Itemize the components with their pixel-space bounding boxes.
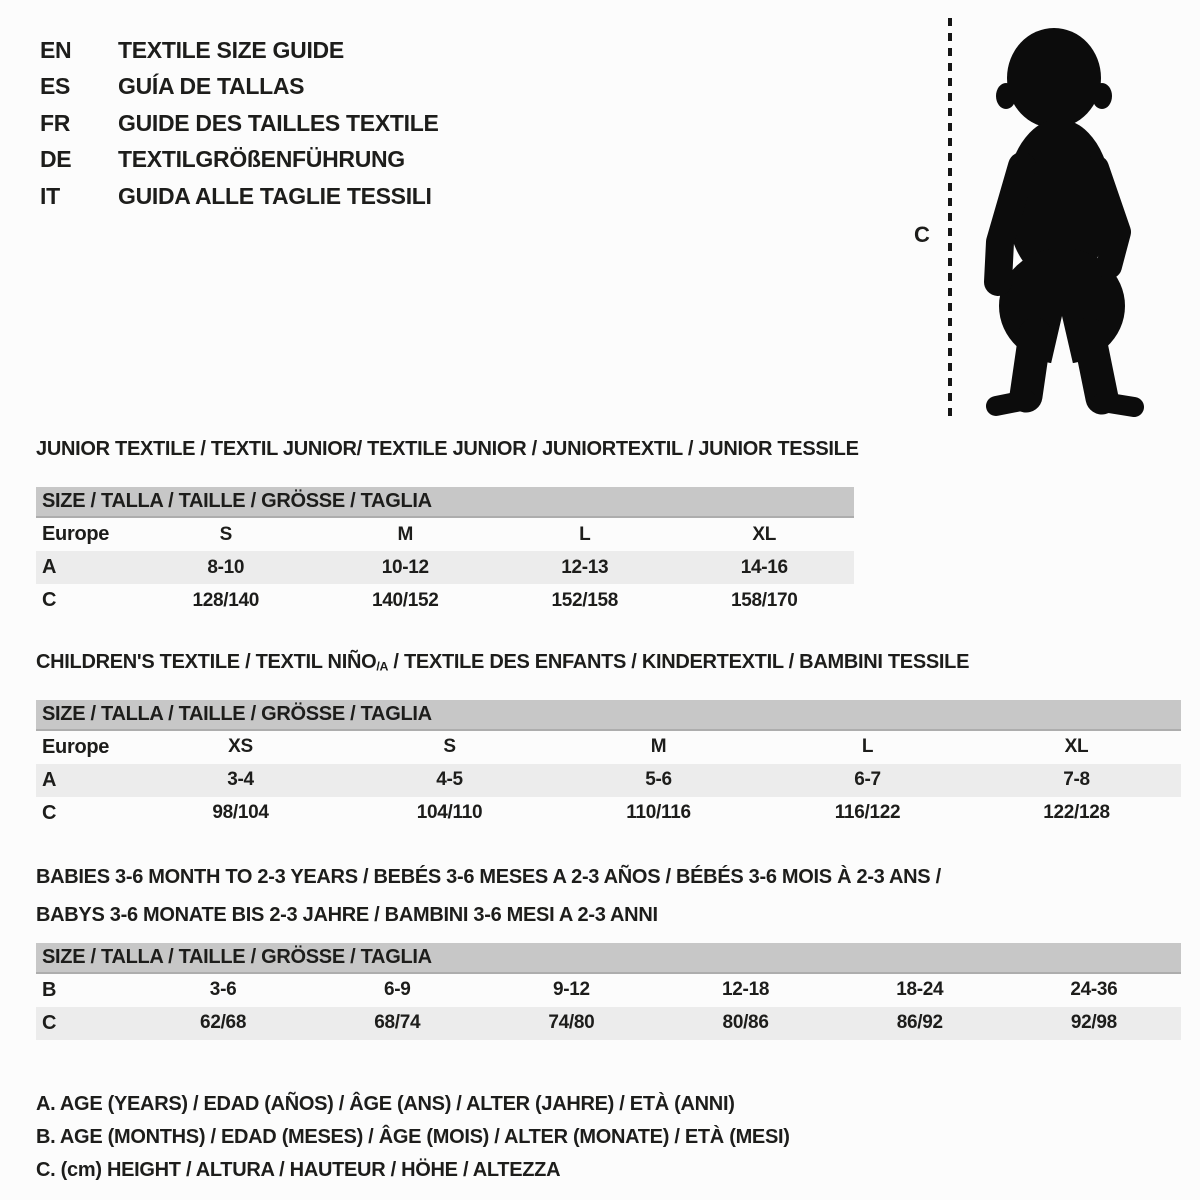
guide-title: GUIDA ALLE TAGLIE TESSILI [118, 182, 432, 209]
size-header-bar: SIZE / TALLA / TAILLE / GRÖSSE / TAGLIA [36, 943, 1181, 974]
guide-title: GUÍA DE TALLAS [118, 73, 305, 100]
age-cell: 12-13 [561, 556, 609, 578]
table-row-height [36, 584, 854, 617]
guide-title: TEXTILE SIZE GUIDE [118, 36, 344, 63]
months-cell: 6-9 [383, 979, 411, 1001]
measure-legend [36, 1088, 1200, 1187]
guide-title: TEXTILGRÖßENFÜHRUNG [118, 146, 405, 173]
table-row-europe [36, 731, 1181, 764]
row-label: B [42, 978, 57, 1001]
table-row-height [36, 1007, 1181, 1040]
months-cell: 18-24 [896, 979, 944, 1001]
title-line-1 [36, 861, 1200, 899]
size-cell: L [861, 736, 874, 758]
months-cell: 24-36 [1070, 979, 1118, 1001]
age-cell: 7-8 [1063, 769, 1090, 791]
height-cell: 158/170 [730, 589, 798, 611]
height-cell: 92/98 [1070, 1012, 1117, 1034]
language-code: IT [40, 182, 60, 209]
childrens-textile-section [36, 650, 1200, 830]
title-text: JUNIOR TEXTILE / TEXTIL JUNIOR/ TEXTILE JUNIOR / JUNIORTEXTIL / JUNIOR TESSILE [36, 437, 859, 460]
age-cell: 14-16 [740, 556, 788, 578]
height-cell: 68/74 [374, 1012, 421, 1034]
height-cell: 122/128 [1043, 802, 1110, 824]
title-subscript: /A [376, 659, 389, 674]
row-label: A [42, 556, 57, 579]
table-row-height [36, 797, 1181, 830]
size-cell: M [650, 736, 667, 758]
size-cell: S [219, 523, 232, 545]
language-code: EN [40, 36, 72, 63]
months-cell: 3-6 [209, 979, 237, 1001]
height-cell: 62/68 [200, 1012, 247, 1034]
age-cell: 8-10 [207, 556, 245, 578]
size-cell: XL [1064, 736, 1089, 758]
age-cell: 3-4 [227, 769, 254, 791]
legend-line-a: A. AGE (YEARS) / EDAD (AÑOS) / ÂGE (ANS) / ALTER (JAHRE) / ETÀ (ANNI) [36, 1092, 735, 1115]
size-cell: M [397, 523, 414, 545]
table-row-europe [36, 518, 854, 551]
height-cell: 86/92 [896, 1012, 943, 1034]
guide-title: GUIDE DES TAILLES TEXTILE [118, 109, 439, 136]
title-text: / TEXTILE DES ENFANTS / KINDERTEXTIL / BAMBINI TESSILE [388, 651, 970, 674]
size-cell: S [443, 736, 456, 758]
height-cell: 128/140 [192, 589, 260, 611]
size-header-bar: SIZE / TALLA / TAILLE / GRÖSSE / TAGLIA [36, 487, 854, 518]
height-cell: 104/110 [416, 802, 483, 824]
table-row-months [36, 974, 1181, 1007]
size-header-bar: SIZE / TALLA / TAILLE / GRÖSSE / TAGLIA [36, 700, 1181, 731]
age-cell: 4-5 [436, 769, 463, 791]
row-label: Europe [42, 735, 110, 758]
table-row-age [36, 764, 1181, 797]
dashed-measure-line [948, 18, 952, 418]
age-cell: 10-12 [381, 556, 429, 578]
legend-line-b: B. AGE (MONTHS) / EDAD (MESES) / ÂGE (MOIS) / ALTER (MONATE) / ETÀ (MESI) [36, 1125, 790, 1148]
size-cell: XL [752, 523, 777, 545]
height-cell: 80/86 [722, 1012, 769, 1034]
babies-size-table [36, 943, 1181, 1040]
legend-line-c: C. (cm) HEIGHT / ALTURA / HAUTEUR / HÖHE / ALTEZZA [36, 1158, 561, 1181]
section-title-junior [36, 437, 1200, 466]
height-measure-figure [900, 16, 1165, 426]
junior-textile-section [36, 437, 1200, 618]
language-code: DE [40, 146, 72, 173]
months-cell: 12-18 [722, 979, 770, 1001]
row-label: Europe [42, 523, 110, 546]
height-cell: 152/158 [551, 589, 619, 611]
section-title-children [36, 650, 1200, 679]
row-label: A [42, 768, 57, 791]
row-label: C [42, 1011, 57, 1034]
months-cell: 9-12 [553, 979, 590, 1001]
title-text: BABIES 3-6 MONTH TO 2-3 YEARS / BEBÉS 3-6 MESES A 2-3 AÑOS / BÉBÉS 3-6 MOIS À 2-3 ANS / [36, 865, 941, 888]
height-cell: 110/116 [626, 802, 691, 824]
section-title-babies [36, 861, 1200, 932]
junior-size-table [36, 487, 854, 617]
title-line-2: BABYS 3-6 MONATE BIS 2-3 JAHRE / BAMBINI 3-6 MESI A 2-3 ANNI [36, 903, 658, 926]
size-cell: L [579, 523, 591, 545]
age-cell: 5-6 [645, 769, 672, 791]
height-cell: 74/80 [548, 1012, 595, 1034]
row-label: C [42, 589, 57, 612]
measure-label-c: C [914, 222, 930, 247]
language-code: FR [40, 109, 71, 136]
height-cell: 98/104 [212, 802, 269, 824]
height-cell: 116/122 [834, 802, 901, 824]
title-text: CHILDREN'S TEXTILE / TEXTIL NIÑO [36, 651, 377, 674]
children-size-table [36, 700, 1181, 830]
row-label: C [42, 801, 57, 824]
language-code: ES [40, 73, 71, 100]
babies-textile-section [36, 861, 1200, 1040]
size-cell: XS [228, 736, 253, 758]
age-cell: 6-7 [854, 769, 881, 791]
toddler-silhouette [962, 16, 1152, 420]
height-cell: 140/152 [371, 589, 439, 611]
table-row-age [36, 551, 854, 584]
